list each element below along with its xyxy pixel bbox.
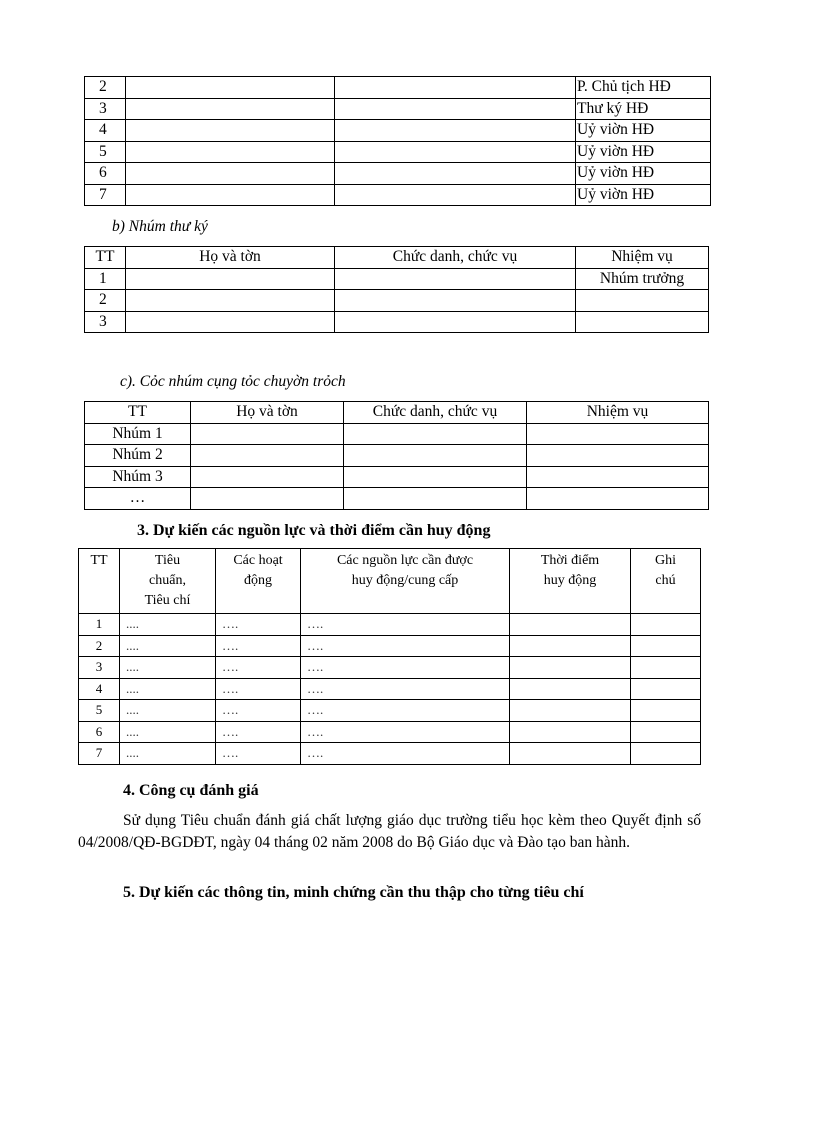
note-cell	[631, 721, 701, 743]
time-cell	[510, 657, 631, 679]
note-cell	[631, 614, 701, 636]
tt-cell: 1	[79, 614, 120, 636]
tt-cell: 2	[79, 635, 120, 657]
name-cell	[126, 163, 335, 185]
title-cell	[344, 488, 527, 510]
time-cell	[510, 635, 631, 657]
note-cell	[631, 743, 701, 765]
title-cell	[335, 268, 576, 290]
header-title: Chức danh, chức vụ	[344, 402, 527, 424]
title-cell	[335, 141, 576, 163]
title-cell	[335, 98, 576, 120]
resources-cell: ….	[301, 614, 510, 636]
table-row	[79, 678, 701, 700]
section-b-caption: b) Nhúm thư ký	[112, 218, 208, 235]
duty-cell: Uỷ viờn HĐ	[576, 141, 711, 163]
tt-cell: 7	[79, 743, 120, 765]
title-cell	[335, 290, 576, 312]
duty-cell	[576, 311, 709, 333]
section-5-heading: 5. Dự kiến các thông tin, minh chứng cần thu thập cho từng tiêu chí	[123, 884, 584, 901]
duty-cell: Uỷ viờn HĐ	[576, 120, 711, 142]
header-criteria: Tiêu chuẩn, Tiêu chí	[120, 549, 216, 614]
secretary-group-table	[84, 246, 709, 333]
name-cell	[126, 290, 335, 312]
name-cell	[126, 141, 335, 163]
tt-cell: 3	[85, 98, 126, 120]
header-row	[79, 549, 701, 614]
title-cell	[335, 184, 576, 206]
header-activities: Các hoạt động	[216, 549, 301, 614]
table-row	[85, 423, 709, 445]
title-cell	[335, 163, 576, 185]
table-row	[85, 120, 711, 142]
group-cell: …	[85, 488, 191, 510]
note-cell	[631, 700, 701, 722]
resources-cell: ….	[301, 657, 510, 679]
name-cell	[126, 184, 335, 206]
activities-cell: ….	[216, 721, 301, 743]
table-row	[79, 614, 701, 636]
tt-cell: 7	[85, 184, 126, 206]
note-cell	[631, 678, 701, 700]
resources-cell: ….	[301, 678, 510, 700]
header-tt: TT	[85, 402, 191, 424]
table-row	[85, 98, 711, 120]
council-members-table	[84, 76, 711, 206]
activities-cell: ….	[216, 614, 301, 636]
header-name: Họ và tờn	[191, 402, 344, 424]
table-row	[79, 721, 701, 743]
section-3-heading: 3. Dự kiến các nguồn lực và thời điểm cần huy động	[137, 522, 491, 539]
name-cell	[126, 98, 335, 120]
duty-cell	[527, 466, 709, 488]
duty-cell: Uỷ viờn HĐ	[576, 184, 711, 206]
time-cell	[510, 721, 631, 743]
table-row	[79, 657, 701, 679]
table-row	[85, 466, 709, 488]
name-cell	[191, 466, 344, 488]
header-time: Thời điểm huy động	[510, 549, 631, 614]
duty-cell	[527, 423, 709, 445]
group-cell: Nhúm 2	[85, 445, 191, 467]
table-row	[85, 445, 709, 467]
working-groups-table	[84, 401, 709, 510]
table-row	[85, 488, 709, 510]
time-cell	[510, 678, 631, 700]
tt-cell: 5	[85, 141, 126, 163]
table-row	[79, 743, 701, 765]
header-tt: TT	[79, 549, 120, 614]
note-cell	[631, 657, 701, 679]
activities-cell: ….	[216, 743, 301, 765]
name-cell	[126, 77, 335, 99]
resources-cell: ….	[301, 721, 510, 743]
tt-cell: 4	[79, 678, 120, 700]
header-title: Chức danh, chức vụ	[335, 247, 576, 269]
criteria-cell: ....	[120, 721, 216, 743]
name-cell	[191, 423, 344, 445]
title-cell	[344, 466, 527, 488]
time-cell	[510, 614, 631, 636]
table-row	[79, 635, 701, 657]
tt-cell: 3	[79, 657, 120, 679]
duty-cell	[527, 488, 709, 510]
resources-cell: ….	[301, 635, 510, 657]
table-row	[85, 311, 709, 333]
header-resources: Các nguồn lực cần được huy động/cung cấp	[301, 549, 510, 614]
tt-cell: 6	[85, 163, 126, 185]
tt-cell: 5	[79, 700, 120, 722]
title-cell	[335, 120, 576, 142]
criteria-cell: ....	[120, 657, 216, 679]
criteria-cell: ....	[120, 678, 216, 700]
header-duty: Nhiệm vụ	[576, 247, 709, 269]
tt-cell: 6	[79, 721, 120, 743]
criteria-cell: ....	[120, 700, 216, 722]
duty-cell	[576, 290, 709, 312]
header-name: Họ và tờn	[126, 247, 335, 269]
name-cell	[126, 268, 335, 290]
group-cell: Nhúm 1	[85, 423, 191, 445]
title-cell	[344, 445, 527, 467]
table-row	[85, 77, 711, 99]
duty-cell: Uỷ viờn HĐ	[576, 163, 711, 185]
title-cell	[335, 77, 576, 99]
name-cell	[126, 311, 335, 333]
criteria-cell: ....	[120, 743, 216, 765]
header-note: Ghi chú	[631, 549, 701, 614]
name-cell	[191, 488, 344, 510]
resources-cell: ….	[301, 743, 510, 765]
tt-cell: 2	[85, 290, 126, 312]
table-row	[85, 141, 711, 163]
activities-cell: ….	[216, 700, 301, 722]
header-tt: TT	[85, 247, 126, 269]
time-cell	[510, 700, 631, 722]
duty-cell: Thư ký HĐ	[576, 98, 711, 120]
section-4-body: Sử dụng Tiêu chuẩn đánh giá chất lượng giáo dục trường tiểu học kèm theo Quyết định số 04/2008/QĐ-BGDĐT, ngày 04 tháng 02 năm 2008 do Bộ Giáo dục và Đào tạo ban hành.	[78, 812, 701, 851]
header-row	[85, 247, 709, 269]
name-cell	[126, 120, 335, 142]
section-c-caption: c). Cỏc nhúm cụng tỏc chuyờn trỏch	[120, 373, 346, 390]
table-row	[79, 700, 701, 722]
title-cell	[335, 311, 576, 333]
duty-cell: Nhúm trưởng	[576, 268, 709, 290]
resources-table	[78, 548, 701, 765]
resources-cell: ….	[301, 700, 510, 722]
duty-cell	[527, 445, 709, 467]
tt-cell: 3	[85, 311, 126, 333]
name-cell	[191, 445, 344, 467]
title-cell	[344, 423, 527, 445]
activities-cell: ….	[216, 657, 301, 679]
tt-cell: 1	[85, 268, 126, 290]
time-cell	[510, 743, 631, 765]
duty-cell: P. Chủ tịch HĐ	[576, 77, 711, 99]
table-row	[85, 184, 711, 206]
table-row	[85, 163, 711, 185]
activities-cell: ….	[216, 678, 301, 700]
activities-cell: ….	[216, 635, 301, 657]
tt-cell: 2	[85, 77, 126, 99]
tt-cell: 4	[85, 120, 126, 142]
table-row	[85, 268, 709, 290]
criteria-cell: ....	[120, 635, 216, 657]
header-duty: Nhiệm vụ	[527, 402, 709, 424]
section-4-heading: 4. Công cụ đánh giá	[123, 782, 259, 799]
table-row	[85, 290, 709, 312]
criteria-cell: ....	[120, 614, 216, 636]
header-row	[85, 402, 709, 424]
note-cell	[631, 635, 701, 657]
group-cell: Nhúm 3	[85, 466, 191, 488]
